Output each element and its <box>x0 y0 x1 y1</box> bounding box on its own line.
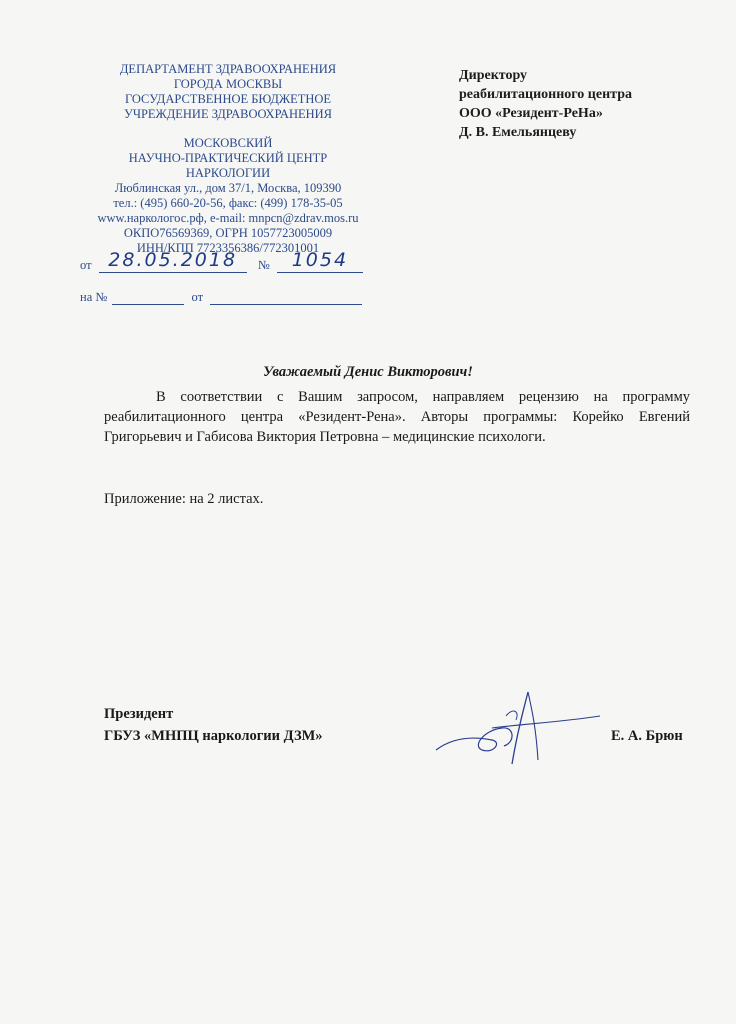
signatory-organization: ГБУЗ «МНПЦ наркологии ДЗМ» <box>104 728 323 744</box>
salutation: Уважаемый Денис Викторович! <box>263 364 473 380</box>
letterhead-web-email: www.наркологос.рф, e-mail: mnpcn@zdrav.mos.ru <box>97 211 359 225</box>
letterhead-center-line: НАРКОЛОГИИ <box>185 166 271 180</box>
date-field <box>99 249 247 273</box>
letterhead-department-line: ДЕПАРТАМЕНТ ЗДРАВООХРАНЕНИЯ <box>119 62 337 76</box>
letterhead-center-line: НАУЧНО-ПРАКТИЧЕСКИЙ ЦЕНТР <box>128 151 328 165</box>
handwritten-signature <box>432 688 602 768</box>
ref-number-field <box>112 290 184 305</box>
addressee-block <box>459 66 632 142</box>
number-field <box>277 249 363 273</box>
outgoing-registration-line <box>80 249 363 273</box>
addressee-name: Д. В. Емельянцеву <box>459 125 577 140</box>
ref-from-label: от <box>191 290 204 304</box>
handwritten-date: 28.05.2018 <box>108 249 238 271</box>
letterhead-center-line: МОСКОВСКИЙ <box>183 136 273 150</box>
ref-date-field <box>210 290 362 305</box>
letterhead-institution-line: УЧРЕЖДЕНИЕ ЗДРАВООХРАНЕНИЯ <box>123 107 333 121</box>
letterhead-address: Люблинская ул., дом 37/1, Москва, 109390 <box>114 181 342 195</box>
letter-body: В соответствии с Вашим запросом, направляем рецензию на программу реабилитационного центра «Резидент-Рена». Авторы программы: Корейко Евгений Григорьевич и Габисова Виктория Петровна – медицинские психологи. <box>104 389 690 445</box>
handwritten-number: 1054 <box>291 249 349 271</box>
appendix-note: Приложение: на 2 листах. <box>104 491 264 507</box>
number-label: № <box>257 258 270 272</box>
addressee-organization: ООО «Резидент-РеНа» <box>459 106 603 121</box>
letterhead-inn-kpp: ИНН/КПП 7723356386/772301001 <box>136 241 320 255</box>
letterhead-phone: тел.: (495) 660-20-56, факс: (499) 178-35-05 <box>113 196 343 210</box>
letterhead-institution-type-line: ГОСУДАРСТВЕННОЕ БЮДЖЕТНОЕ <box>124 92 332 106</box>
addressee-position: Директору <box>459 68 528 83</box>
letterhead-city-line: ГОРОДА МОСКВЫ <box>173 77 283 91</box>
ref-number-label: на № <box>80 290 108 304</box>
letterhead-stamp <box>78 62 378 256</box>
signatory-name: Е. А. Брюн <box>611 728 683 744</box>
signatory-title <box>104 703 323 747</box>
incoming-reference-line <box>80 290 362 305</box>
signatory-position: Президент <box>104 706 174 722</box>
addressee-organization-type: реабилитационного центра <box>459 87 632 102</box>
from-label: от <box>80 258 92 272</box>
letterhead-okpo-ogrn: ОКПО76569369, ОГРН 1057723005009 <box>123 226 333 240</box>
